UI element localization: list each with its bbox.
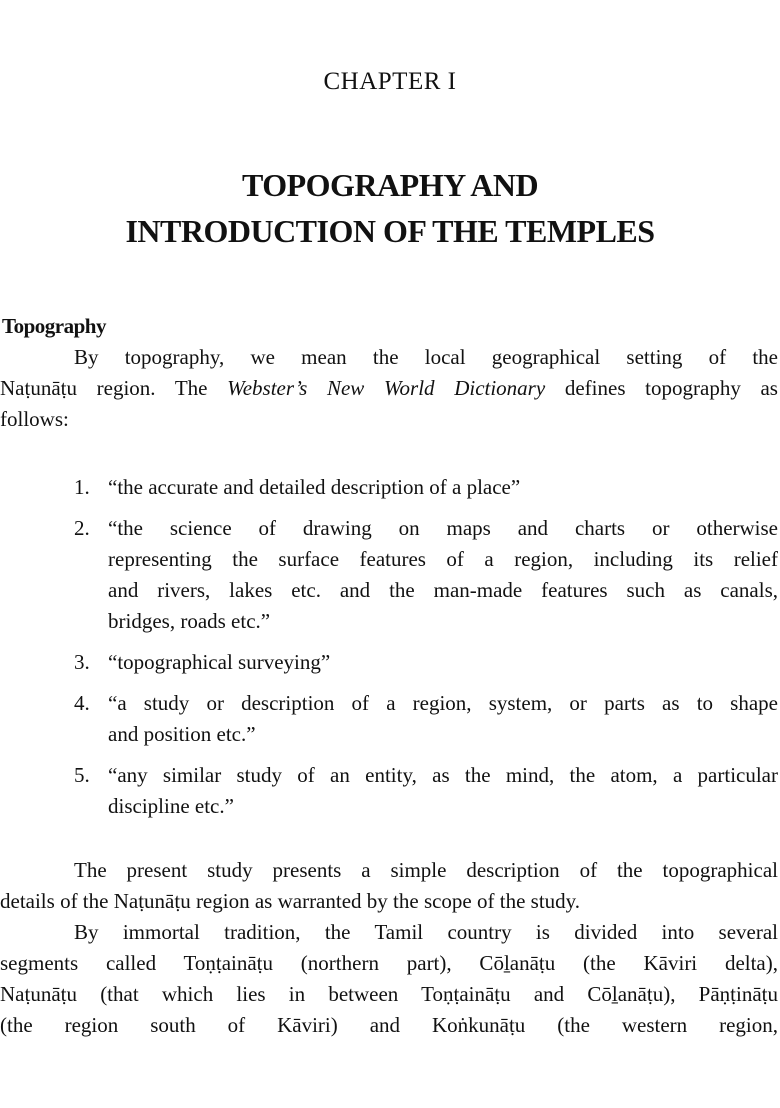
text-line: By immortal tradition, the Tamil country is divided into several <box>74 920 778 944</box>
text-line: and rivers, lakes etc. and the man-made features such as canals, <box>108 578 778 602</box>
list-item <box>0 472 778 503</box>
list-number: 1. <box>74 475 90 499</box>
text-segment: defines topography as <box>545 376 778 400</box>
list-number: 2. <box>74 516 90 540</box>
text-line <box>0 373 778 404</box>
text-line: By topography, we mean the local geographical setting of the <box>74 345 778 369</box>
dictionary-title: Webster’s New World Dictionary <box>227 376 546 400</box>
text-line: details of the Naṭunāṭu region as warranted by the scope of the study. <box>0 889 581 913</box>
list-item <box>0 688 778 750</box>
text-line: “any similar study of an entity, as the mind, the atom, a particular <box>108 763 778 787</box>
text-line: (the region south of Kāviri) and Koṅkunāṭu (the western region, <box>0 1013 778 1037</box>
definition-list <box>0 472 778 822</box>
text-line: “a study or description of a region, system, or parts as to shape <box>108 691 778 715</box>
text-line: The present study presents a simple description of the topographical <box>74 858 778 882</box>
text-line: and position etc.” <box>108 722 256 746</box>
intro-paragraph <box>0 342 778 435</box>
list-item <box>0 647 778 678</box>
paragraph-3 <box>0 917 778 1041</box>
text-line: follows: <box>0 407 69 431</box>
text-line: “the science of drawing on maps and charts or otherwise <box>108 516 778 540</box>
chapter-title-line: TOPOGRAPHY AND <box>241 167 539 203</box>
paragraph-2 <box>0 855 778 917</box>
list-item <box>0 760 778 822</box>
chapter-title-line: INTRODUCTION OF THE TEMPLES <box>125 213 655 249</box>
list-item <box>0 513 778 637</box>
list-number: 4. <box>74 691 90 715</box>
text-line: discipline etc.” <box>108 794 234 818</box>
list-number: 3. <box>74 650 90 674</box>
text-line: bridges, roads etc.” <box>108 609 271 633</box>
chapter-title <box>0 162 780 254</box>
text-line: “topographical surveying” <box>108 650 331 674</box>
text-line: representing the surface features of a region, including its relief <box>108 547 778 571</box>
text-line: “the accurate and detailed description of a place” <box>108 475 521 499</box>
text-segment: Naṭunāṭu region. The <box>0 376 228 400</box>
text-line: Naṭunāṭu (that which lies in between Toṇṭaināṭu and Cōḻanāṭu), Pāṇṭināṭu <box>0 982 778 1006</box>
chapter-label: CHAPTER I <box>323 68 457 95</box>
text-line: segments called Toṇṭaināṭu (northern part), Cōḻanāṭu (the Kāviri delta), <box>0 951 778 975</box>
section-heading: Topography <box>2 314 106 338</box>
list-number: 5. <box>74 763 90 787</box>
